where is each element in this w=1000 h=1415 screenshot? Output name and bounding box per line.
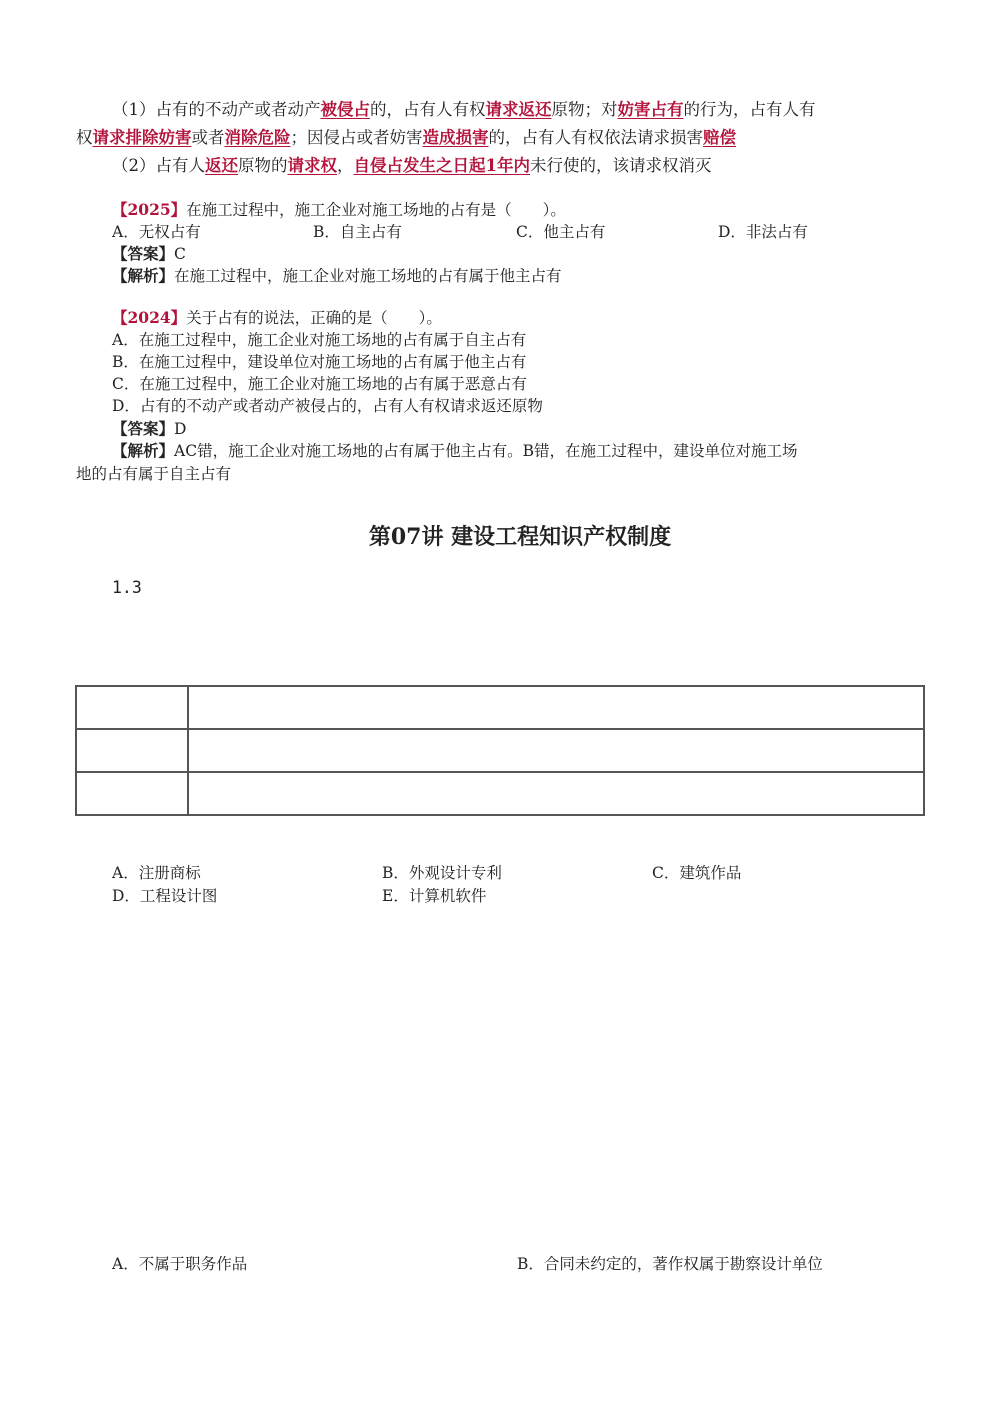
option-c1: C．建筑作品 — [652, 864, 742, 882]
lecture-title: 第07讲 建设工程知识产权制度 — [368, 524, 672, 550]
highlight-term: 请求权 — [287, 156, 337, 175]
text-run: 的，占有人有权 — [370, 100, 486, 119]
text-run: ；因侵占或者妨害 — [290, 128, 423, 147]
table-cell — [76, 772, 188, 815]
q2024-option-c: C．在施工过程中，施工企业对施工场地的占有属于恶意占有 — [112, 375, 527, 393]
text-run: 原物的 — [238, 156, 288, 175]
highlight-term: 返还 — [205, 156, 238, 175]
highlight-term: 造成损害 — [422, 128, 489, 147]
highlight-term: 被侵占 — [320, 100, 370, 119]
highlight-term: 自侵占发生之日起1年内 — [353, 156, 530, 175]
table-cell — [188, 772, 924, 815]
q2025-option-c: C．他主占有 — [516, 223, 606, 241]
table-cell — [188, 729, 924, 772]
text-run: ， — [337, 156, 354, 175]
q2024-option-b: B．在施工过程中，建设单位对施工场地的占有属于他主占有 — [112, 353, 527, 371]
text-run: （2）占有人 — [112, 156, 205, 175]
q2025-option-a: A．无权占有 — [112, 223, 201, 241]
knowledge-table — [75, 685, 925, 816]
highlight-term: 妨害占有 — [617, 100, 684, 119]
highlight-term: 请求返还 — [485, 100, 552, 119]
text-run: 的行为，占有人有 — [683, 100, 816, 119]
q2024-option-d: D．占有的不动产或者动产被侵占的，占有人有权请求返还原物 — [112, 397, 543, 415]
q2025-tag: 【2025】 — [112, 200, 187, 219]
para-line-1 — [112, 96, 816, 124]
highlight-term: 赔偿 — [703, 128, 736, 147]
section-number: 1.3 — [112, 578, 142, 597]
table-cell — [76, 729, 188, 772]
option-e1: E．计算机软件 — [382, 887, 487, 905]
option-b2: B．合同未约定的，著作权属于勘察设计单位 — [517, 1255, 823, 1273]
text-run: 的，占有人有权依法请求损害 — [488, 128, 703, 147]
q2025-answer: 【答案】C — [112, 244, 186, 263]
q2025-option-d: D．非法占有 — [718, 223, 808, 241]
q2025-option-b: B．自主占有 — [313, 223, 402, 241]
para-line-3 — [112, 152, 711, 180]
text-run: （1）占有的不动产或者动产 — [112, 100, 321, 119]
highlight-term: 消除危险 — [224, 128, 291, 147]
para-line-2 — [76, 124, 736, 152]
q2024-analysis-line-2: 地的占有属于自主占有 — [76, 465, 232, 483]
q2024-option-a: A．在施工过程中，施工企业对施工场地的占有属于自主占有 — [112, 331, 527, 349]
text-run: 原物；对 — [551, 100, 618, 119]
option-b1: B．外观设计专利 — [382, 864, 502, 882]
option-d1: D．工程设计图 — [112, 887, 218, 905]
q2024-tag: 【2024】 — [112, 308, 187, 327]
q2025-stem: 【2025】在施工过程中，施工企业对施工场地的占有是（ ）。 — [112, 200, 566, 219]
q2024-answer: 【答案】D — [112, 419, 187, 438]
option-a2: A．不属于职务作品 — [112, 1255, 248, 1273]
table-cell — [76, 686, 188, 729]
text-run: 或者 — [191, 128, 225, 147]
table-cell — [188, 686, 924, 729]
table-row — [76, 729, 924, 772]
highlight-term: 请求排除妨害 — [92, 128, 192, 147]
q2024-analysis-line-1: 【解析】AC错，施工企业对施工场地的占有属于他主占有。B错，在施工过程中，建设单位对施工场 — [112, 441, 798, 460]
q2025-analysis: 【解析】在施工过程中，施工企业对施工场地的占有属于他主占有 — [112, 266, 562, 285]
text-run: 权 — [76, 128, 93, 147]
table-row — [76, 686, 924, 729]
text-run: 未行使的，该请求权消灭 — [529, 156, 712, 175]
option-a1: A．注册商标 — [112, 864, 201, 882]
table-row — [76, 772, 924, 815]
q2024-stem: 【2024】关于占有的说法，正确的是（ ）。 — [112, 308, 442, 327]
